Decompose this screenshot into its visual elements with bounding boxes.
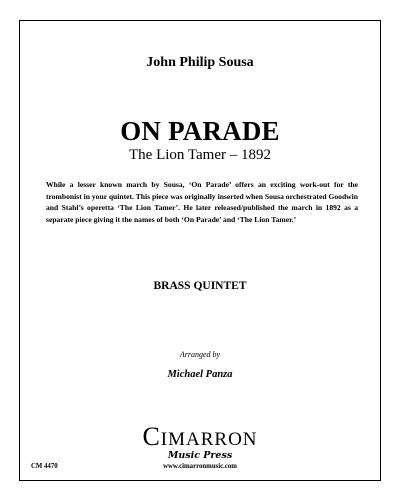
publisher-logo-wordmark	[20, 422, 380, 451]
piece-title: ON PARADE	[120, 116, 280, 146]
publisher-logo-subtitle: Music Press	[167, 450, 233, 461]
logo-initial: C	[142, 422, 161, 451]
instrumentation: BRASS QUINTET	[153, 280, 247, 292]
program-notes: While a lesser known march by Sousa, ‘On Parade’ offers an exciting work-out for the trombonist in your quintet. This piece was originally inserted when Sousa orchestrated Goodwin and Stahl’s operetta ‘The Lion Tamer’. He later released/published the march in 1892 as a separate piece giving it the names of both ‘On Parade’ and ‘The Lion Tamer.’	[46, 180, 358, 224]
publisher-logo	[20, 422, 380, 461]
logo-rest: IMARRON	[160, 429, 258, 450]
arranged-by-label: Arranged by	[179, 350, 221, 359]
arranger-name: Michael Panza	[167, 369, 233, 380]
composer-name: John Philip Sousa	[146, 55, 254, 70]
cover-page	[19, 20, 381, 481]
piece-subtitle: The Lion Tamer – 1892	[129, 147, 271, 163]
catalog-number: CM 4470	[31, 463, 58, 470]
publisher-url: www.cimarronmusic.com	[163, 463, 237, 470]
